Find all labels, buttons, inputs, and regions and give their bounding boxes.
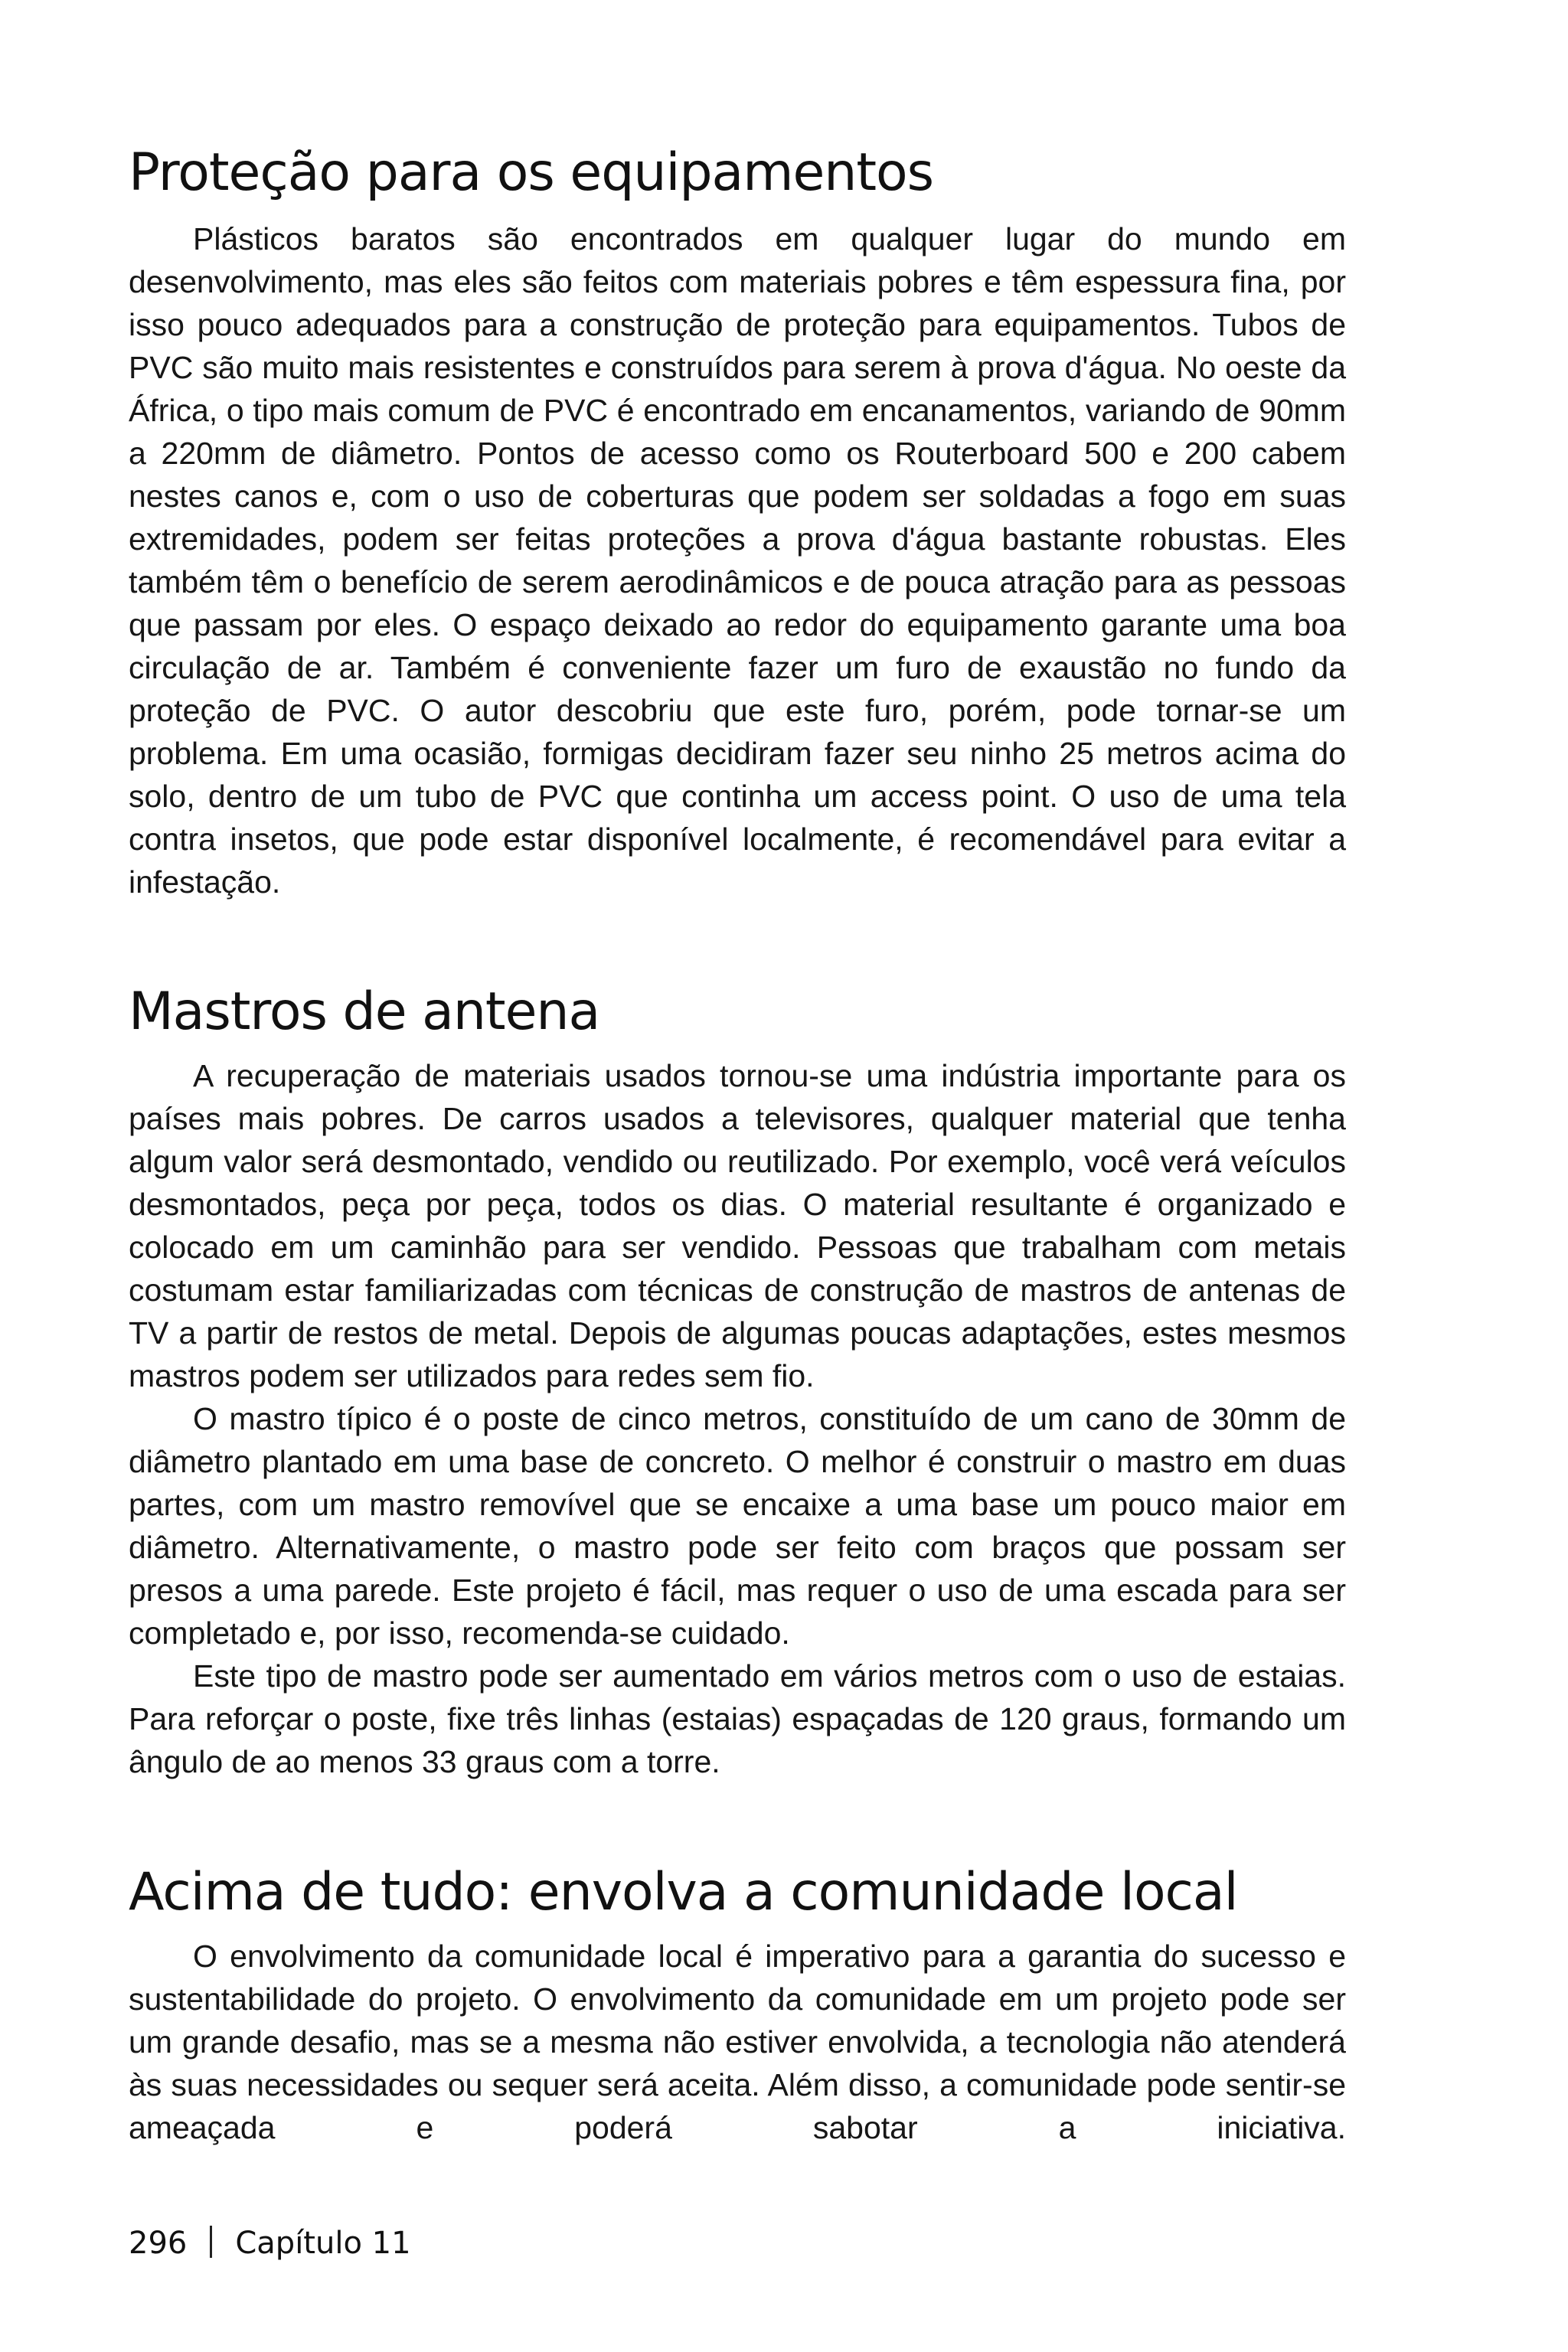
section-heading: Mastros de antena <box>129 982 600 1042</box>
paragraph: O mastro típico é o poste de cinco metros, constituído de um cano de 30mm de diâmetro plantado em uma base de concreto. O melhor é construir o mastro em duas partes, com um mastro removível que se encaixe a uma base um pouco maior em diâmetro. Alternativamente, o mastro pode ser feito com braços que possam ser presos a uma parede. Este projeto é fácil, mas requer o uso de uma escada para ser completado e, por isso, recomenda-se cuidado. <box>129 1401 1346 1651</box>
section-body <box>129 1054 1346 1783</box>
footer-separator <box>210 2226 212 2258</box>
paragraph: A recuperação de materiais usados tornou-se uma indústria importante para os países mais pobres. De carros usados a televisores, qualquer material que tenha algum valor será desmontado, vendido ou reutilizado. Por exemplo, você verá veículos desmontados, peça por peça, todos os dias. O material resultante é organizado e colocado em um caminhão para ser vendido. Pessoas que trabalham com metais costumam estar familiarizadas com técnicas de construção de mastros de antenas de TV a partir de restos de metal. Depois de algumas poucas adaptações, estes mesmos mastros podem ser utilizados para redes sem fio. <box>129 1058 1346 1393</box>
book-page <box>129 0 1346 2352</box>
chapter-label: Capítulo 11 <box>235 2226 411 2261</box>
section-heading: Proteção para os equipamentos <box>129 142 934 203</box>
section-body <box>129 1935 1346 2149</box>
page-number: 296 <box>129 2226 188 2261</box>
paragraph: Este tipo de mastro pode ser aumentado em vários metros com o uso de estaias. Para reforçar o poste, fixe três linhas (estaias) espaçadas de 120 graus, formando um ângulo de ao menos 33 graus com a torre. <box>129 1658 1346 1779</box>
paragraph: Plásticos baratos são encontrados em qualquer lugar do mundo em desenvolvimento, mas eles são feitos com materiais pobres e têm espessura fina, por isso pouco adequados para a construção de proteção para equipamentos. Tubos de PVC são muito mais resistentes e construídos para serem à prova d'água. No oeste da África, o tipo mais comum de PVC é encontrado em encanamentos, variando de 90mm a 220mm de diâmetro. Pontos de acesso como os Routerboard 500 e 200 cabem nestes canos e, com o uso de coberturas que podem ser soldadas a fogo em suas extremidades, podem ser feitas proteções a prova d'água bastante robustas. Eles também têm o benefício de serem aerodinâmicos e de pouca atração para as pessoas que passam por eles. O espaço deixado ao redor do equipamento garante uma boa circulação de ar. Também é conveniente fazer um furo de exaustão no fundo da proteção de PVC. O autor descobriu que este furo, porém, pode tornar-se um problema. Em uma ocasião, formigas decidiram fazer seu ninho 25 metros acima do solo, dentro de um tubo de PVC que continha um access point. O uso de uma tela contra insetos, que pode estar disponível localmente, é recomendável para evitar a infestação. <box>129 221 1346 900</box>
section-heading: Acima de tudo: envolva a comunidade local <box>129 1862 1238 1922</box>
page-footer <box>129 2222 411 2265</box>
paragraph: O envolvimento da comunidade local é imperativo para a garantia do sucesso e sustentabilidade do projeto. O envolvimento da comunidade em um projeto pode ser um grande desafio, mas se a mesma não estiver envolvida, a tecnologia não atenderá às suas necessidades ou sequer será aceita. Além disso, a comunidade pode sentir-se ameaçada e poderá sabotar a iniciativa. <box>129 1939 1346 2145</box>
section-body <box>129 217 1346 903</box>
